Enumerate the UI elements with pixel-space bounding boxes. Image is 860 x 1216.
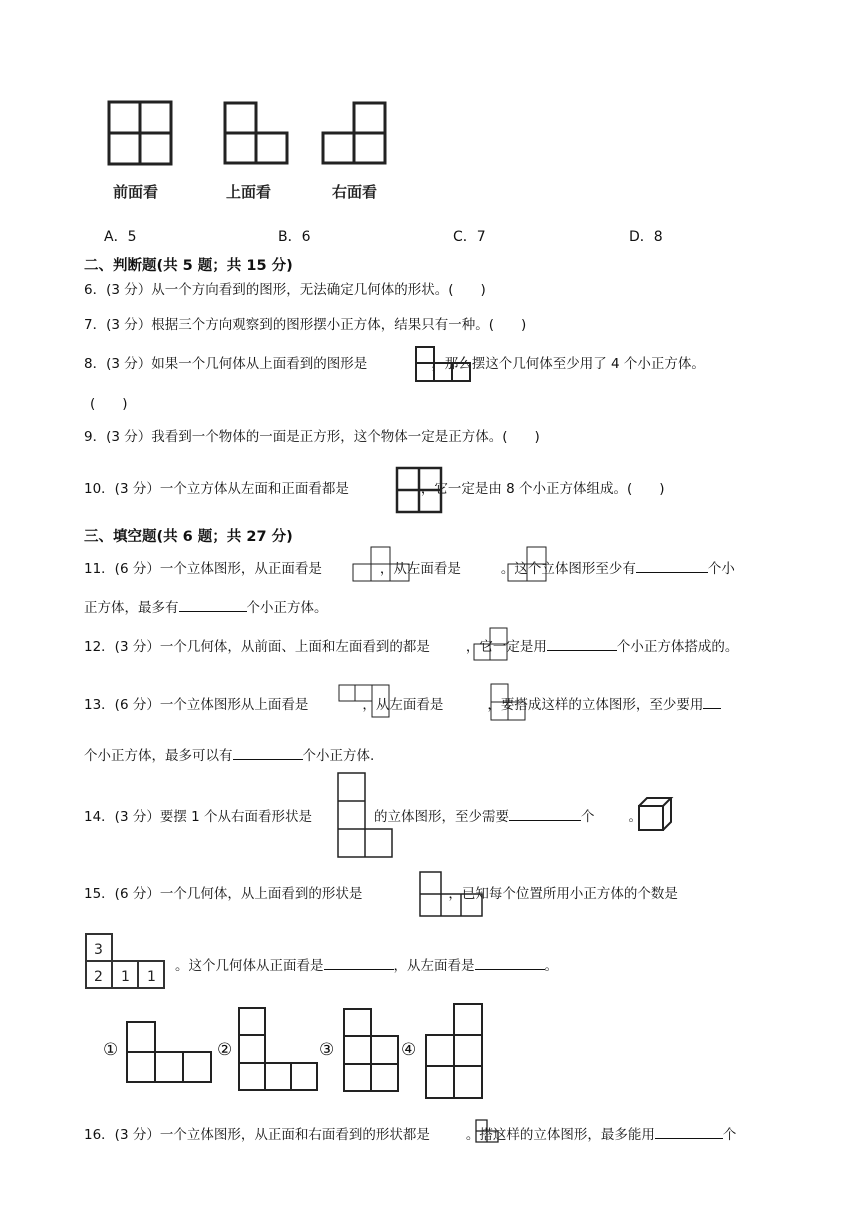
choice-2-label: ② <box>217 1040 233 1060</box>
question-13-text-b: ，从左面看是 <box>362 697 444 713</box>
q16-view-figure <box>475 1119 499 1143</box>
question-11-text-b: ，从左面看是 <box>379 561 461 577</box>
question-14-text-d: 。 <box>628 809 642 825</box>
q13-blank-min[interactable] <box>703 693 721 709</box>
question-11-text-d: 个小 <box>707 561 735 577</box>
question-9: 9．(3 分）我看到一个物体的一面是正方形，这个物体一定是正方体。( ) <box>84 429 540 445</box>
question-15-text-d: ，从左面看是 <box>393 958 475 974</box>
question-15-line1 <box>84 884 678 904</box>
question-14-text-c: 个 <box>581 809 595 825</box>
choice-2-figure <box>238 1007 318 1091</box>
q14-blank[interactable] <box>509 805 581 821</box>
q11-front-view-figure <box>352 546 410 582</box>
choice-1-label: ① <box>103 1040 119 1060</box>
question-15-text-c: 。这个几何体从正面看是 <box>175 958 324 974</box>
question-15-text-a: 15．(6 分）一个几何体，从上面看到的形状是 <box>84 886 363 902</box>
question-8-text-a: 8．(3 分）如果一个几何体从上面看到的图形是 <box>84 356 368 372</box>
option-a: A．5 <box>104 229 137 245</box>
question-12 <box>84 635 738 657</box>
question-13-text-a: 13．(6 分）一个立体图形从上面看是 <box>84 697 309 713</box>
question-11-text-f: 个小正方体。 <box>246 600 328 616</box>
question-6: 6．(3 分）从一个方向看到的图形，无法确定几何体的形状。( ) <box>84 282 486 298</box>
option-d: D．8 <box>629 229 663 245</box>
q8-top-view-figure <box>415 346 471 382</box>
question-13-text-d: 个小正方体，最多可以有 <box>84 748 233 764</box>
question-8-paren: ( ) <box>90 396 128 412</box>
q15-top-view-figure <box>419 871 483 917</box>
q11-left-view-figure <box>507 546 547 582</box>
q11-blank-max[interactable] <box>179 596 247 612</box>
choice-3-figure <box>343 1008 399 1092</box>
question-10-text-a: 10．(3 分）一个立方体从左面和正面看都是 <box>84 481 349 497</box>
choice-1-figure <box>126 1021 212 1083</box>
question-16-text-b: 。搭这样的立体图形，最多能用 <box>465 1127 655 1143</box>
question-15-text-e: 。 <box>544 958 558 974</box>
question-14-text-a: 14．(3 分）要摆 1 个从右面看形状是 <box>84 809 312 825</box>
question-11-text-a: 11．(6 分）一个立体图形，从正面看是 <box>84 561 322 577</box>
q11-blank-min[interactable] <box>636 557 708 573</box>
q14-right-view-figure <box>337 772 393 858</box>
option-c: C．7 <box>453 229 486 245</box>
q13-top-view-figure <box>338 684 390 718</box>
cube-icon <box>638 797 674 831</box>
question-16-text-a: 16．(3 分）一个立体图形，从正面和右面看到的形状都是 <box>84 1127 430 1143</box>
question-8-text-b: ，那么摆这个几何体至少用了 4 个小正方体。 <box>431 356 705 372</box>
q15-blank-front[interactable] <box>324 954 394 970</box>
section-3-title: 三、填空题(共 6 题；共 27 分) <box>84 529 293 545</box>
q10-square-figure <box>396 467 442 513</box>
section-2-title: 二、判断题(共 5 题；共 15 分) <box>84 258 293 274</box>
question-12-text-b: ，它一定是用 <box>465 639 547 655</box>
question-16 <box>84 1123 736 1145</box>
question-14-text-b: 的立体图形，至少需要 <box>374 809 509 825</box>
q15-blank-left[interactable] <box>475 954 545 970</box>
q13-left-view-figure <box>490 683 526 721</box>
q15-count-grid <box>85 933 165 989</box>
grid-count-1: 2 <box>94 969 103 985</box>
right-view-caption: 右面看 <box>332 183 378 201</box>
question-10-text-b: ，它一定是由 8 个小正方体组成。( ) <box>420 481 665 497</box>
q12-blank[interactable] <box>547 635 617 651</box>
question-13-line1 <box>84 693 721 715</box>
grid-count-2: 1 <box>121 969 130 985</box>
option-b: B．6 <box>278 229 311 245</box>
question-15-text-b: ，已知每个位置所用小正方体的个数是 <box>448 886 678 902</box>
q13-blank-max[interactable] <box>233 744 303 760</box>
question-7: 7．(3 分）根据三个方向观察到的图形摆小正方体，结果只有一种。( ) <box>84 317 527 333</box>
question-12-text-c: 个小正方体搭成的。 <box>616 639 739 655</box>
grid-count-top: 3 <box>94 942 103 958</box>
choice-4-figure <box>425 1003 483 1099</box>
question-11-text-c: 。这个立体图形至少有 <box>500 561 636 577</box>
question-13-text-e: 个小正方体. <box>302 748 375 764</box>
choice-4-label: ④ <box>401 1040 417 1060</box>
question-12-text-a: 12．(3 分）一个几何体，从前面、上面和左面看到的都是 <box>84 639 430 655</box>
question-16-text-c: 个 <box>722 1127 737 1143</box>
q12-view-figure <box>473 627 509 661</box>
q16-blank[interactable] <box>655 1123 723 1139</box>
top-view-caption: 上面看 <box>226 183 272 201</box>
grid-count-3: 1 <box>147 969 156 985</box>
front-view-caption: 前面看 <box>113 183 159 201</box>
question-11-text-e: 正方体，最多有 <box>84 600 179 616</box>
question-13-line2 <box>84 744 374 766</box>
question-13-text-c: ，要搭成这样的立体图形，至少要用 <box>487 697 704 713</box>
choice-3-label: ③ <box>319 1040 335 1060</box>
right-view-figure <box>321 101 387 165</box>
question-8 <box>84 354 705 374</box>
question-10 <box>84 479 665 499</box>
question-11-line2 <box>84 596 328 618</box>
front-view-figure <box>108 101 172 165</box>
question-15-line2 <box>175 954 558 976</box>
top-view-figure <box>223 101 289 165</box>
